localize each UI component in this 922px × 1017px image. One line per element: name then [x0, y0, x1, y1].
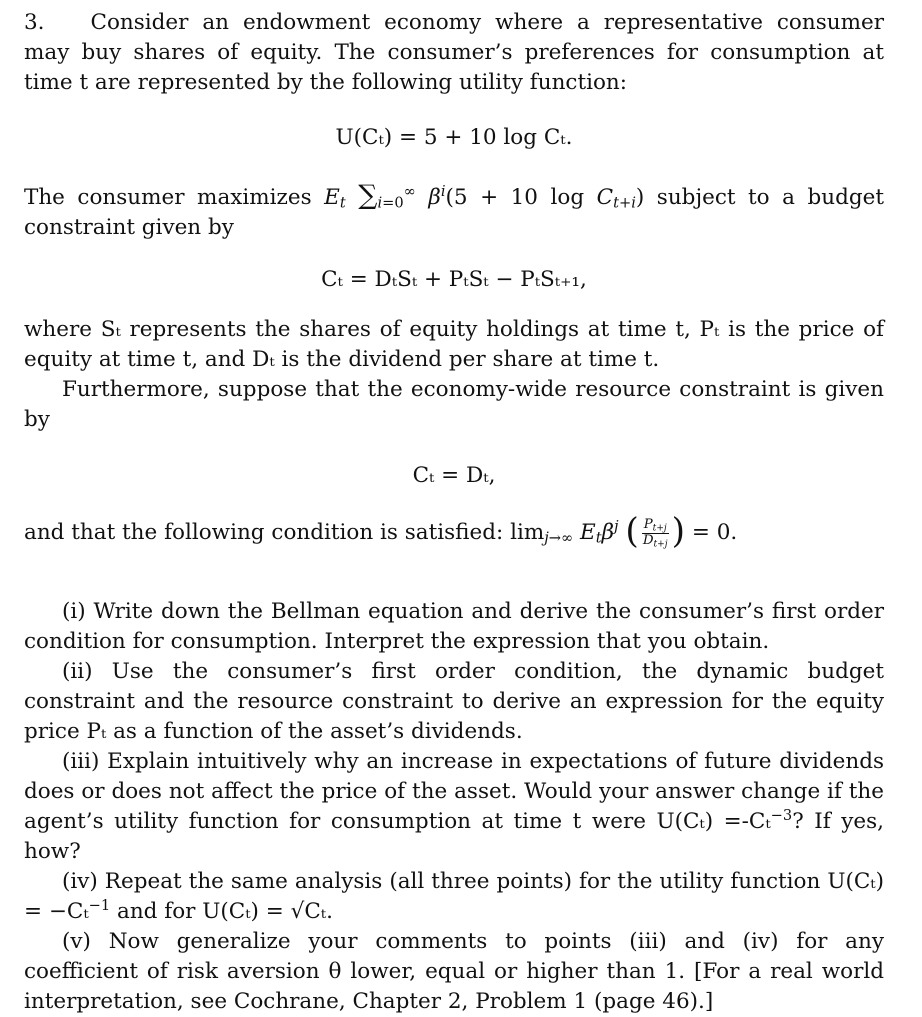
part-ii: (ii) Use the consumer’s first order condition, the dynamic budget constraint and the resource constraint to derive an expression for the equity price Pₜ as a function of the asset’s dividends.	[24, 659, 884, 744]
objective-formula: $E_t$ $\sum_{i=0}^\infty$ $\beta^i(5 + 10$ $\log C_{t+i}$)	[324, 180, 645, 212]
problem-intro	[24, 8, 884, 98]
maximizes-text: The consumer maximizes	[24, 185, 312, 210]
problem-page	[24, 8, 884, 1017]
subject-to-text: subject to a budget constraint given by	[24, 185, 884, 240]
objective-paragraph	[24, 180, 884, 243]
part-iii: (iii) Explain intuitively why an increase in expectations of future dividends does or does not affect the price of the asset. Would your answer change if the agent’s utility function for consumption at time t were U(Cₜ) =-Cₜ$^{-3}$? If yes, how?	[24, 749, 884, 864]
intro-text: Consider an endowment economy where a representative consumer may buy shares of equity. The consumer’s preferences for consumption at time t are represented by the following utility function:	[24, 10, 884, 95]
problem-number: 3.	[24, 10, 45, 35]
where-paragraph: where Sₜ represents the shares of equity holdings at time t, Pₜ is the price of equity at time t, and Dₜ is the dividend per share at time t.	[24, 317, 884, 372]
condition-text: and that the following condition is satisfied:	[24, 520, 504, 545]
condition-equals-zero: = 0.	[691, 520, 738, 545]
part-iv: (iv) Repeat the same analysis (all three points) for the utility function U(Cₜ) = −Cₜ$^{-1}$ and for U(Cₜ) = √Cₜ.	[24, 869, 884, 924]
utility-equation: U(Cₜ) = 5 + 10 log Cₜ.	[335, 125, 573, 150]
part-iv-text: (iv) Repeat the same analysis (all three points) for the utility function U(Cₜ) = −Cₜ	[24, 869, 884, 924]
part-i: (i) Write down the Bellman equation and derive the consumer’s first order condition for consumption. Interpret the expression that you obtain.	[24, 599, 884, 654]
resource-constraint-equation: Cₜ = Dₜ,	[412, 463, 496, 488]
part-v: (v) Now generalize your comments to points (iii) and (iv) for any coefficient of risk aversion θ lower, equal or higher than 1. [For a real world interpretation, see Cochrane, Chapter 2, Problem 1 (page 46).]	[24, 929, 884, 1014]
budget-constraint-equation: Cₜ = DₜSₜ + PₜSₜ − PₜSₜ₊₁,	[321, 267, 587, 292]
transversality-paragraph	[24, 511, 884, 555]
part-iii-text: (iii) Explain intuitively why an increase in expectations of future dividends does or does not affect the price of the asset. Would your answer change if the agent’s utility function for consumption at time t were U(Cₜ) =-Cₜ	[24, 749, 884, 834]
transversality-formula: $\lim_{j\to\infty} E_t\beta^j$ ( $\frac{P_{t+j}}{D_{t+j}}$ )	[510, 511, 685, 552]
part-iv-end: and for U(Cₜ) = √Cₜ.	[117, 899, 333, 924]
part-iii-end: ? If yes, how?	[24, 809, 884, 864]
furthermore-paragraph: Furthermore, suppose that the economy-wide resource constraint is given by	[24, 377, 884, 432]
